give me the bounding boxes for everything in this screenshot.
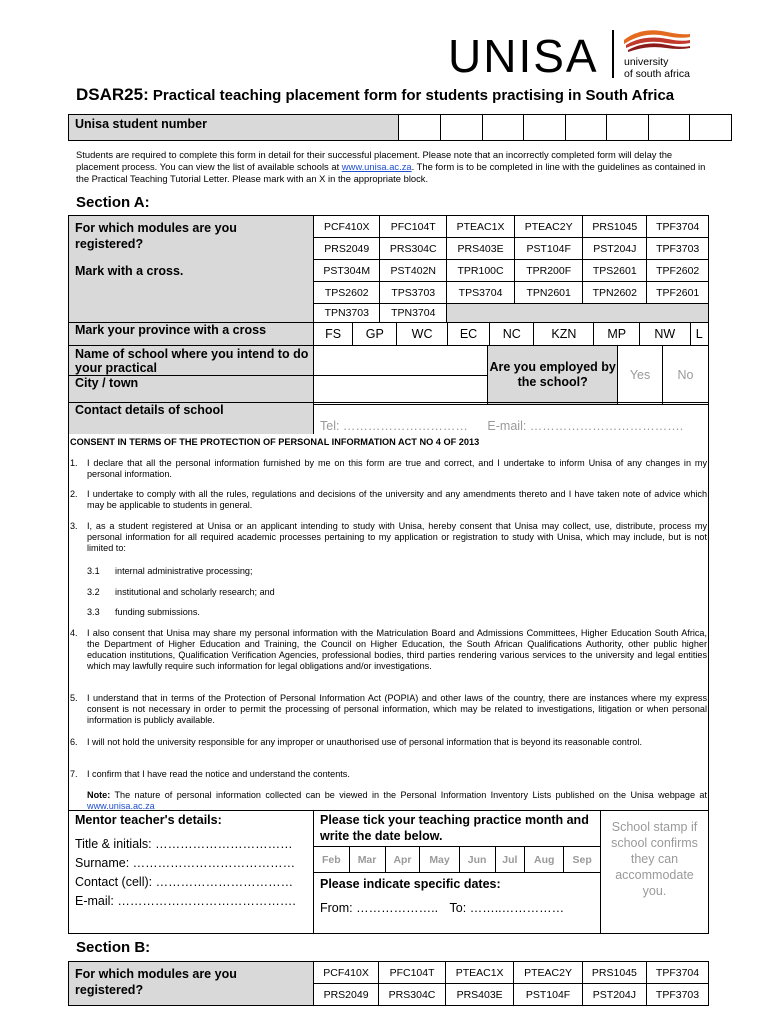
consent-subitem-number: 3.3 [87, 607, 100, 617]
module-cell[interactable]: PRS304C [380, 238, 447, 260]
module-cell[interactable]: PST104F [514, 984, 582, 1006]
employed-yes-option[interactable]: Yes [618, 346, 663, 405]
module-cell[interactable]: TPN2602 [583, 282, 647, 304]
section-b-modules-question-cell [69, 962, 314, 1006]
unisa-logo-wave-icon [622, 26, 692, 54]
mentor-details-cell [69, 811, 314, 934]
student-number-digit[interactable] [607, 115, 649, 141]
module-cell[interactable]: PRS2049 [314, 984, 379, 1006]
month-table [314, 846, 600, 873]
consent-subitem-3-2: institutional and scholarly research; and [115, 587, 275, 597]
province-cell[interactable]: GP [353, 323, 397, 346]
mentor-surname-field[interactable]: Surname: ………………………………… [75, 856, 296, 870]
module-cell[interactable]: TPR100C [447, 260, 515, 282]
tel-field[interactable]: Tel: ………………………… [320, 419, 468, 433]
module-cell[interactable]: PRS1045 [583, 216, 647, 238]
student-number-digit[interactable] [524, 115, 566, 141]
module-cell[interactable]: PCF410X [314, 216, 380, 238]
student-number-digit[interactable] [399, 115, 441, 141]
note-text: The nature of personal information collected can be viewed in the Personal Information Inventory Lists published on the Unisa webpage at [110, 790, 707, 800]
module-cell[interactable]: PCF410X [314, 962, 379, 984]
province-cell[interactable]: NC [490, 323, 534, 346]
module-cell[interactable]: PST204J [582, 984, 646, 1006]
month-cell[interactable]: Aug [525, 847, 564, 873]
email-field[interactable]: E-mail: ………………………………. [487, 419, 684, 433]
module-cell[interactable]: PST304M [314, 260, 380, 282]
consent-heading: CONSENT IN TERMS OF THE PROTECTION OF PERSONAL INFORMATION ACT NO 4 OF 2013 [70, 437, 480, 447]
module-cell[interactable]: PRS403E [447, 238, 515, 260]
school-name-field[interactable] [313, 346, 488, 376]
module-cell[interactable]: PRS2049 [314, 238, 380, 260]
date-from-field[interactable]: From: ……………….. [320, 901, 439, 915]
student-number-digit[interactable] [648, 115, 690, 141]
module-cell[interactable]: PTEAC2Y [515, 216, 583, 238]
module-cell[interactable]: TPF2601 [647, 282, 709, 304]
consent-subitem-3-1: internal administrative processing; [115, 566, 253, 576]
province-cell[interactable]: WC [397, 323, 447, 346]
section-a-table [68, 215, 709, 323]
module-cell[interactable]: PST402N [380, 260, 447, 282]
practice-heading: Please tick your teaching practice month and write the date below. [320, 813, 589, 843]
intro-text-2: . The form is to be completed in line with the guidelines as contained in the Practical Teaching Tutorial Letter. Please mark with an X in the appropriate block. [76, 161, 706, 184]
module-cell[interactable]: TPS3703 [380, 282, 447, 304]
month-cell[interactable]: May [420, 847, 459, 873]
consent-item-number: 5. [70, 693, 78, 703]
consent-item-6: I will not hold the university responsible for any improper or unauthorised use of personal information that is beyond its reasonable control. [87, 737, 643, 747]
module-cell[interactable]: TPF3703 [647, 984, 709, 1006]
dates-heading: Please indicate specific dates: [320, 877, 501, 891]
consent-note [87, 790, 707, 812]
consent-item-number: 7. [70, 769, 78, 779]
module-cell[interactable]: TPF2602 [647, 260, 709, 282]
module-cell[interactable]: TPF3704 [647, 962, 709, 984]
student-number-digit[interactable] [482, 115, 524, 141]
student-number-digit[interactable] [565, 115, 607, 141]
module-cell[interactable]: TPS2602 [314, 282, 380, 304]
section-b-heading: Section B: [76, 939, 151, 956]
province-cell[interactable]: KZN [534, 323, 594, 346]
section-a-heading: Section A: [76, 194, 150, 211]
month-cell[interactable]: Sep [564, 847, 600, 873]
contact-details-field[interactable] [314, 403, 709, 435]
consent-subitem-number: 3.1 [87, 566, 100, 576]
consent-item-7: I confirm that I have read the notice and understand the contents. [87, 769, 350, 779]
month-cell[interactable]: Jun [459, 847, 495, 873]
module-cell[interactable]: PRS1045 [582, 962, 646, 984]
student-number-digit[interactable] [690, 115, 732, 141]
contact-details-label: Contact details of school [69, 403, 314, 435]
employed-no-option[interactable]: No [663, 346, 709, 405]
module-cell[interactable]: PST104F [515, 238, 583, 260]
document-title [76, 85, 674, 105]
module-cell[interactable]: PFC104T [380, 216, 447, 238]
mentor-heading: Mentor teacher's details: [75, 813, 222, 827]
student-number-digit[interactable] [440, 115, 482, 141]
mentor-practice-table [68, 810, 709, 934]
province-label: Mark your province with a cross [69, 323, 314, 346]
module-cell[interactable]: TPN3703 [314, 304, 380, 323]
consent-item-5: I understand that in terms of the Protection of Personal Information Act (POPIA) and other laws of the country, there are instances where my express consent is not necessary in order to permit the processing of personal information, which may be related to investigations, litigation or when personal information is publicly available. [87, 693, 707, 725]
student-number-label: Unisa student number [69, 115, 399, 141]
module-cell[interactable]: TPF3703 [647, 238, 709, 260]
school-stamp-area[interactable]: School stamp if school confirms they can accommodate you. [601, 811, 709, 934]
province-table [68, 322, 709, 346]
module-cell[interactable]: TPF3704 [647, 216, 709, 238]
form-code: DSAR25: [76, 85, 149, 104]
module-cell[interactable]: TPN2601 [515, 282, 583, 304]
consent-item-4: I also consent that Unisa may share my personal information with the Matriculation Board and Admissions Committees, Higher Education South Africa, the Department of Higher Education and Training, the Council on Higher Education, the South African Qualifications Authority, other public higher education institutions, Qualification Verification Agencies, professional bodies, third parties rendering various services to the university and legal entities which may lawfully require such information for legal obligations and/or investigations. [87, 628, 707, 671]
consent-item-number: 6. [70, 737, 78, 747]
consent-item-number: 3. [70, 521, 78, 531]
module-cell[interactable]: PTEAC1X [445, 962, 513, 984]
consent-subitem-number: 3.2 [87, 587, 100, 597]
logo-divider [612, 30, 614, 78]
mentor-email-field[interactable]: E-mail: ……………………………………. [75, 894, 296, 908]
module-cell[interactable]: TPS2601 [583, 260, 647, 282]
module-filler-cell [447, 304, 709, 323]
mark-cross-instruction: Mark with a cross. [75, 264, 184, 278]
month-cell[interactable]: Apr [385, 847, 420, 873]
note-link[interactable]: www.unisa.ac.za [87, 801, 155, 811]
month-cell[interactable]: Mar [349, 847, 385, 873]
module-cell[interactable]: PRS304C [379, 984, 446, 1006]
province-cell[interactable]: NW [640, 323, 690, 346]
city-field[interactable] [313, 376, 488, 405]
month-cell[interactable]: Jul [495, 847, 525, 873]
school-table [68, 345, 709, 405]
section-b-table [68, 961, 709, 1006]
province-cell[interactable]: L [690, 323, 708, 346]
consent-item-3: I, as a student registered at Unisa or an applicant intending to study with Unisa, hereby consent that Unisa may collect, use, distribute, process my personal information for all required academic processes pertaining to my application or registration to study with Unisa, which may include, but is not limited to: [87, 521, 707, 553]
logo-subtitle [624, 56, 690, 80]
module-cell[interactable]: PST204J [583, 238, 647, 260]
student-number-table [68, 114, 732, 141]
module-cell[interactable]: PTEAC1X [447, 216, 515, 238]
intro-text-1: Students are required to complete this form in detail for their successful placement. Please note that an incorrectly completed form will delay the placement process. You can view the list of available schools at [76, 149, 673, 172]
consent-item-1: I declare that all the personal information furnished by me on this form are true and correct, and I undertake to inform Unisa of any changes in my personal information. [87, 458, 707, 479]
month-cell[interactable]: Feb [314, 847, 349, 873]
province-cell[interactable]: EC [447, 323, 489, 346]
employed-question: Are you employed by the school? [488, 346, 618, 405]
practice-month-cell [314, 811, 601, 934]
consent-item-number: 1. [70, 458, 78, 468]
mentor-title-field[interactable]: Title & initials: …………………………… [75, 837, 293, 851]
module-cell[interactable]: PTEAC2Y [514, 962, 582, 984]
intro-paragraph [76, 149, 712, 185]
logo-line-1: university [624, 56, 669, 68]
note-label: Note: [87, 790, 111, 800]
consent-item-2: I undertake to comply with all the rules, regulations and decisions of the university and any amendments thereto and I have taken note of advice which may be applicable to students in general. [87, 489, 707, 510]
city-label: City / town [69, 376, 314, 405]
section-b-modules-question: For which modules are you registered? [75, 967, 237, 997]
province-cell[interactable]: FS [314, 323, 353, 346]
province-cell[interactable]: MP [594, 323, 640, 346]
date-to-field[interactable]: To: ……..…………… [449, 901, 565, 915]
consent-item-number: 4. [70, 628, 78, 638]
dates-row [314, 891, 600, 915]
consent-subitem-3-3: funding submissions. [115, 607, 200, 617]
module-cell[interactable]: PRS403E [445, 984, 513, 1006]
form-title-text: Practical teaching placement form for students practising in South Africa [152, 87, 675, 104]
module-cell[interactable]: TPS3704 [447, 282, 515, 304]
module-cell[interactable]: TPN3704 [380, 304, 447, 323]
school-name-label: Name of school where you intend to do your practical [69, 346, 314, 376]
intro-link[interactable]: www.unisa.ac.za [341, 161, 412, 172]
modules-question: For which modules are you registered? [75, 221, 237, 251]
logo-line-2: of south africa [624, 68, 690, 80]
modules-question-cell [69, 216, 314, 323]
mentor-contact-field[interactable]: Contact (cell): …………………………… [75, 875, 294, 889]
unisa-logo-wordmark: UNISA [448, 30, 599, 82]
contact-table [68, 402, 709, 435]
consent-item-number: 2. [70, 489, 78, 499]
module-cell[interactable]: TPR200F [515, 260, 583, 282]
module-cell[interactable]: PFC104T [379, 962, 446, 984]
